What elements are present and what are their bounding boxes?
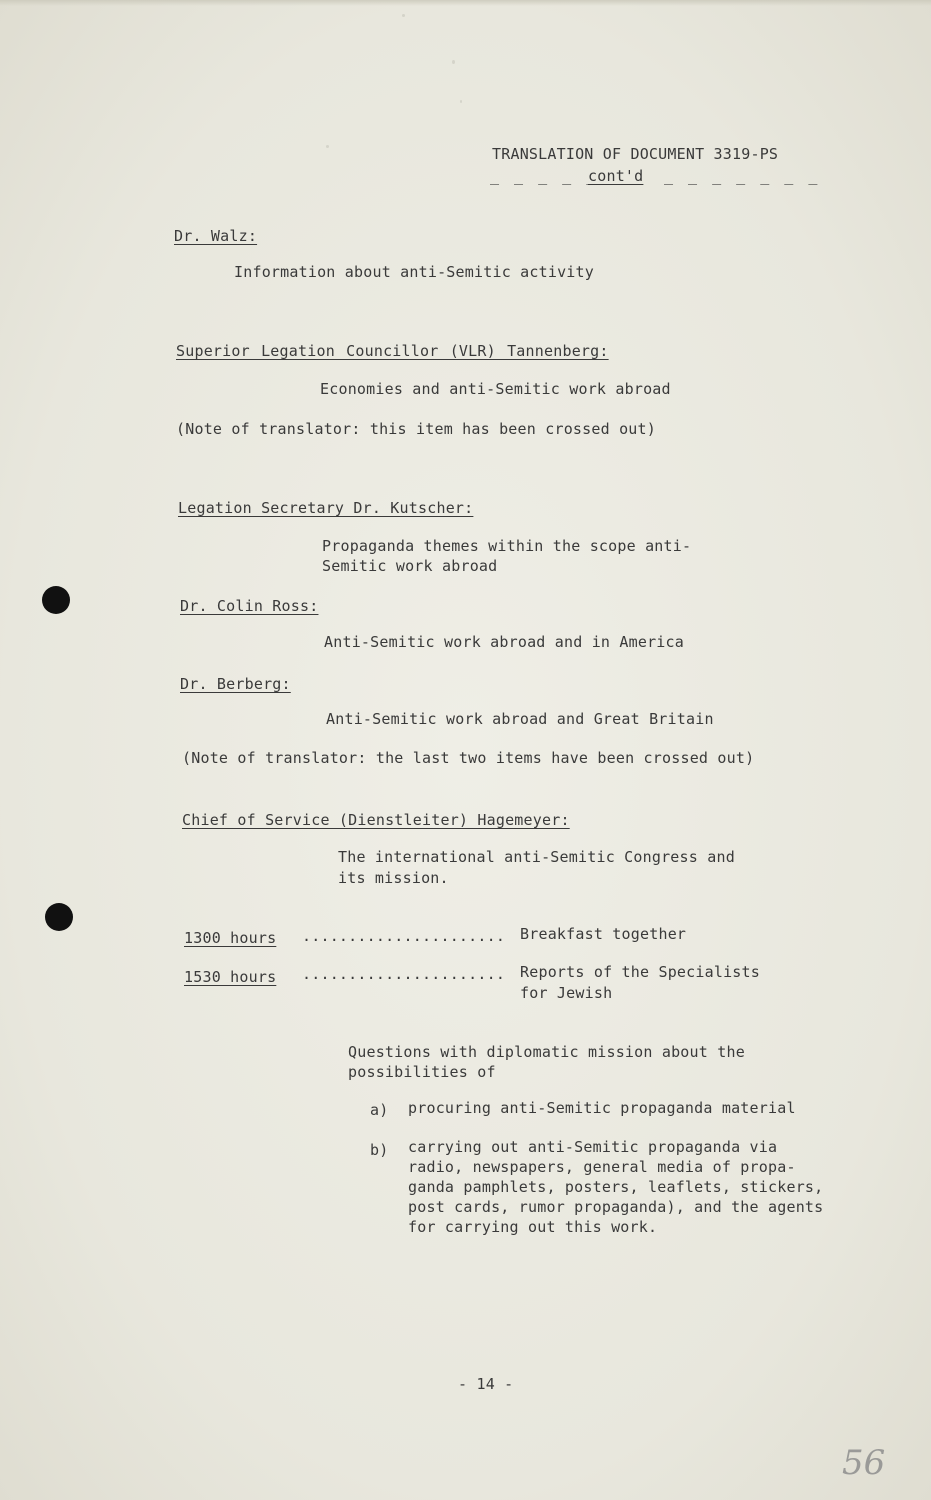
schedule-item-reports-line1: Reports of the Specialists	[520, 963, 760, 981]
topic-hagemeyer-line1: The international anti-Semitic Congress and	[338, 848, 735, 866]
schedule-item-breakfast: Breakfast together	[520, 925, 687, 943]
topic-tannenberg: Economies and anti-Semitic work abroad	[320, 380, 671, 398]
paper-speck	[460, 100, 462, 103]
question-a-text: procuring anti-Semitic propaganda material	[408, 1099, 796, 1117]
translator-note-1: (Note of translator: this item has been crossed out)	[176, 420, 656, 438]
page-number: - 14 -	[458, 1375, 514, 1393]
schedule-dots-1: ......................	[302, 927, 506, 945]
speaker-kutscher: Legation Secretary Dr. Kutscher:	[178, 499, 474, 517]
topic-ross: Anti-Semitic work abroad and in America	[324, 633, 684, 651]
question-a-label: a)	[370, 1101, 389, 1119]
questions-intro-line1: Questions with diplomatic mission about the	[348, 1043, 745, 1061]
schedule-time-1530: 1530 hours	[184, 968, 277, 986]
header-contd: cont'd	[588, 167, 644, 185]
page-edge-shadow	[0, 0, 931, 6]
document-title: TRANSLATION OF DOCUMENT 3319-PS	[492, 145, 779, 163]
topic-berberg: Anti-Semitic work abroad and Great Britain	[326, 710, 714, 728]
speaker-walz: Dr. Walz:	[174, 227, 258, 245]
question-b-line3: ganda pamphlets, posters, leaflets, stickers,	[408, 1178, 824, 1196]
topic-hagemeyer-line2: its mission.	[338, 869, 449, 887]
translator-note-2: (Note of translator: the last two items have been crossed out)	[182, 749, 755, 767]
schedule-time-1300: 1300 hours	[184, 929, 277, 947]
topic-kutscher-line1: Propaganda themes within the scope anti-	[322, 537, 692, 555]
paper-speck	[452, 60, 455, 64]
speaker-hagemeyer: Chief of Service (Dienstleiter) Hagemeyer:	[182, 811, 570, 829]
paper-speck	[402, 14, 405, 17]
topic-walz: Information about anti-Semitic activity	[234, 263, 594, 281]
punch-hole-lower	[45, 903, 73, 931]
pencil-page-number: 56	[842, 1443, 886, 1483]
schedule-dots-2: ......................	[302, 965, 506, 983]
punch-hole-upper	[42, 586, 70, 614]
speaker-ross: Dr. Colin Ross:	[180, 597, 319, 615]
questions-intro-line2: possibilities of	[348, 1063, 496, 1081]
question-b-line4: post cards, rumor propaganda), and the agents	[408, 1198, 824, 1216]
speaker-berberg: Dr. Berberg:	[180, 675, 291, 693]
schedule-item-reports-line2: for Jewish	[520, 984, 613, 1002]
header-dashes-right: _ _ _ _ _ _ _	[664, 167, 821, 185]
speaker-tannenberg: Superior Legation Councillor (VLR) Tannenberg:	[176, 342, 609, 360]
question-b-line1: carrying out anti-Semitic propaganda via	[408, 1138, 778, 1156]
topic-kutscher-line2: Semitic work abroad	[322, 557, 498, 575]
question-b-line2: radio, newspapers, general media of propa-	[408, 1158, 796, 1176]
question-b-label: b)	[370, 1141, 389, 1159]
header-dashes-left: _ _ _ _ _	[490, 167, 599, 185]
question-b-line5: for carrying out this work.	[408, 1218, 658, 1236]
paper-speck	[326, 145, 329, 148]
